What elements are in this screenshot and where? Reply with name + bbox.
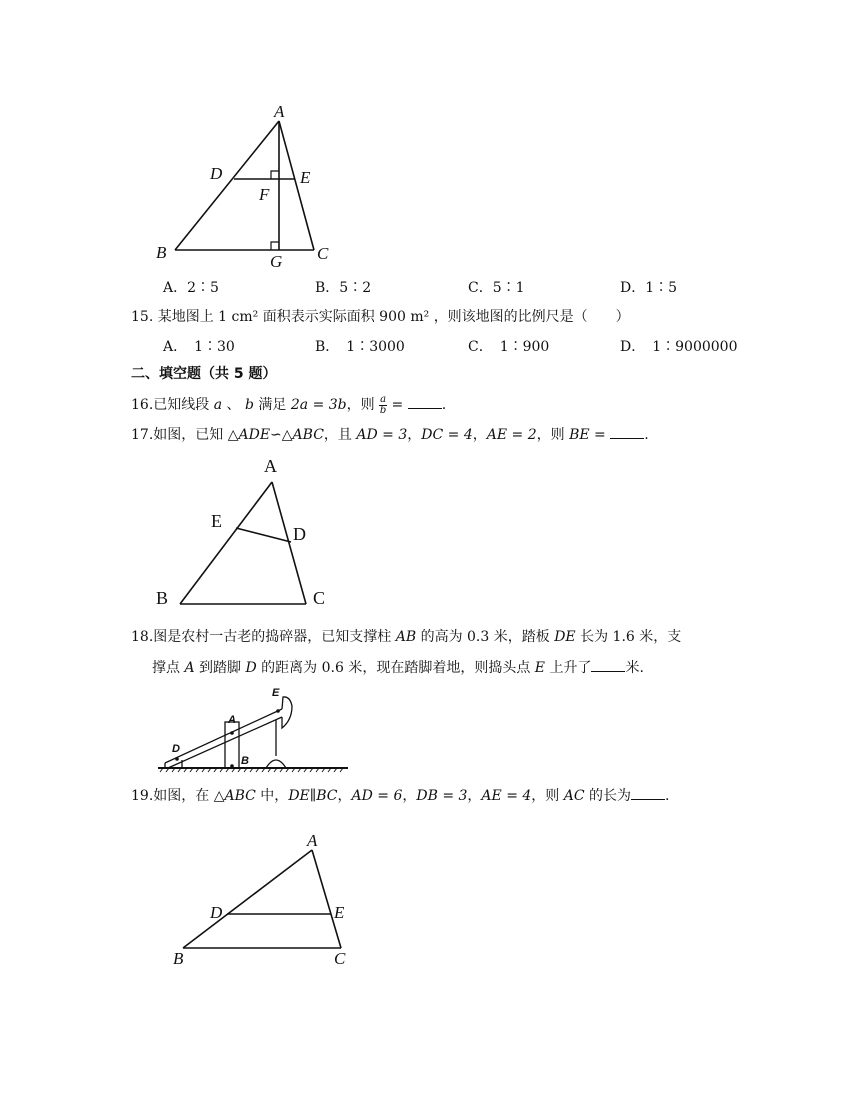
- q15-math-1: 1 cm²: [218, 309, 259, 325]
- fig14-label-C: C: [317, 244, 329, 263]
- fig19-label-A: A: [307, 831, 318, 850]
- fig14-label-F: F: [259, 185, 270, 204]
- q14-option-d: D．1∶5: [620, 280, 678, 296]
- q16-frac-num: a: [380, 393, 387, 405]
- q17-text-1: 如图，已知: [153, 427, 228, 443]
- q18-answer-blank[interactable]: [591, 657, 625, 672]
- q18-DE: DE: [554, 629, 576, 645]
- q18-D: D: [245, 660, 257, 676]
- section-heading: 二、填空题（共 5 题）: [131, 366, 277, 382]
- q17-stem: [131, 424, 649, 445]
- q19-number: 19.: [131, 788, 154, 804]
- q19-text-2: 中，: [255, 788, 289, 804]
- q17-sep-2: ，: [472, 427, 487, 443]
- q16-equation: 2a = 3b: [290, 397, 347, 413]
- q17-math-1: AD = 3: [356, 427, 408, 443]
- fig14-label-B: B: [156, 243, 167, 262]
- q15-option-d: D． 1∶9000000: [620, 339, 738, 355]
- fig14-label-E: E: [300, 168, 311, 187]
- fig18-label-D: D: [172, 743, 180, 755]
- q15-option-b: B． 1∶3000: [315, 339, 405, 355]
- q18-number: 18.: [131, 629, 154, 645]
- q16-stem: [131, 394, 446, 416]
- q17-similar: △ADE∽△ABC: [227, 427, 324, 443]
- q19-text-3: ，则: [531, 788, 564, 804]
- q16-answer-blank[interactable]: [408, 394, 442, 409]
- q17-sep-1: ，: [407, 427, 422, 443]
- q19-stem: [131, 785, 669, 806]
- q15-math-2: 900 m²: [379, 309, 430, 325]
- q19-math-2: DB = 3: [416, 788, 468, 804]
- q18-A: A: [184, 660, 195, 676]
- q15-option-c: C． 1∶900: [468, 339, 550, 355]
- q17-text-2: ，且: [323, 427, 357, 443]
- fig14-label-A: A: [274, 102, 285, 121]
- q16-equals: =: [387, 397, 408, 413]
- fig17-label-D: D: [293, 524, 306, 544]
- q18-text-1c: 长为 1.6 米，支: [575, 629, 682, 645]
- fig19-label-E: E: [334, 903, 345, 922]
- fig18-label-E: E: [272, 687, 280, 699]
- q19-sep-2: ，: [402, 788, 417, 804]
- fig19-label-B: B: [173, 949, 184, 968]
- q18-text-1a: 图是农村一古老的捣碎器，已知支撑柱: [153, 629, 396, 645]
- q18-text-2a: 撑点: [152, 660, 185, 676]
- q16-frac-den: b: [379, 404, 387, 416]
- q18-line-1: [131, 627, 681, 647]
- q19-triangle: △ABC: [213, 788, 256, 804]
- q15-option-a: A． 1∶30: [163, 339, 235, 355]
- q17-answer-blank[interactable]: [610, 424, 644, 439]
- q19-answer-blank[interactable]: [631, 785, 665, 800]
- fig17-label-A: A: [264, 456, 277, 476]
- q18-E: E: [534, 660, 546, 676]
- q16-text-3: 满足: [253, 397, 291, 413]
- q18-AB: AB: [395, 629, 417, 645]
- q19-sep-1: ，: [337, 788, 352, 804]
- q14-option-a: A．2∶5: [163, 280, 219, 296]
- q17-math-4: BE =: [569, 427, 611, 443]
- q14-option-c: C．5∶1: [468, 280, 525, 296]
- q16-text-2: 、: [222, 397, 245, 413]
- q16-fraction: [379, 395, 387, 416]
- q19-parallel: DE∥BC: [288, 788, 338, 804]
- q18-text-2e: 米.: [625, 660, 644, 676]
- q19-text-1: 如图，在: [153, 788, 214, 804]
- q18-text-1b: 的高为 0.3 米，踏板: [416, 629, 555, 645]
- q15-text-b: 面积表示实际面积: [262, 309, 380, 325]
- fig18-label-B: B: [241, 755, 249, 767]
- fig18-label-A: A: [228, 714, 236, 726]
- fig14-label-D: D: [210, 164, 223, 183]
- q15-text-c: ，则该地图的比例尺是（ ）: [433, 309, 630, 325]
- q16-end: .: [441, 397, 447, 413]
- q17-math-3: AE = 2: [486, 427, 537, 443]
- q16-number: 16.: [131, 397, 154, 413]
- q16-var-b: b: [244, 397, 254, 413]
- q19-AC: AC: [563, 788, 585, 804]
- q18-text-2c: 的距离为 0.6 米，现在踏脚着地，则捣头点: [256, 660, 535, 676]
- q19-sep-3: ，: [467, 788, 482, 804]
- q18-line-2: [152, 657, 644, 678]
- q19-math-3: AE = 4: [481, 788, 532, 804]
- fig19-label-D: D: [210, 903, 223, 922]
- fig19-label-C: C: [334, 949, 346, 968]
- q19-end: .: [665, 788, 670, 804]
- q14-option-b: B．5∶2: [315, 280, 372, 296]
- q18-text-2d: 上升了: [545, 660, 592, 676]
- q15-stem: [131, 307, 630, 327]
- q17-number: 17.: [131, 427, 154, 443]
- q17-math-2: DC = 4: [421, 427, 473, 443]
- fig17-label-E: E: [211, 511, 222, 531]
- fig17-label-C: C: [313, 588, 326, 608]
- q15-number: 15.: [131, 309, 154, 325]
- q16-var-a: a: [213, 397, 223, 413]
- q16-text-4: ，则: [346, 397, 380, 413]
- q16-text-1: 已知线段: [153, 397, 214, 413]
- fig14-label-G: G: [270, 252, 283, 271]
- q17-end: .: [644, 427, 649, 443]
- q19-text-4: 的长为: [584, 788, 632, 804]
- q17-text-3: ，则: [536, 427, 570, 443]
- fig17-label-B: B: [156, 588, 169, 608]
- q19-math-1: AD = 6: [351, 788, 403, 804]
- q15-text-a: 某地图上: [157, 309, 219, 325]
- q18-text-2b: 到踏脚: [194, 660, 246, 676]
